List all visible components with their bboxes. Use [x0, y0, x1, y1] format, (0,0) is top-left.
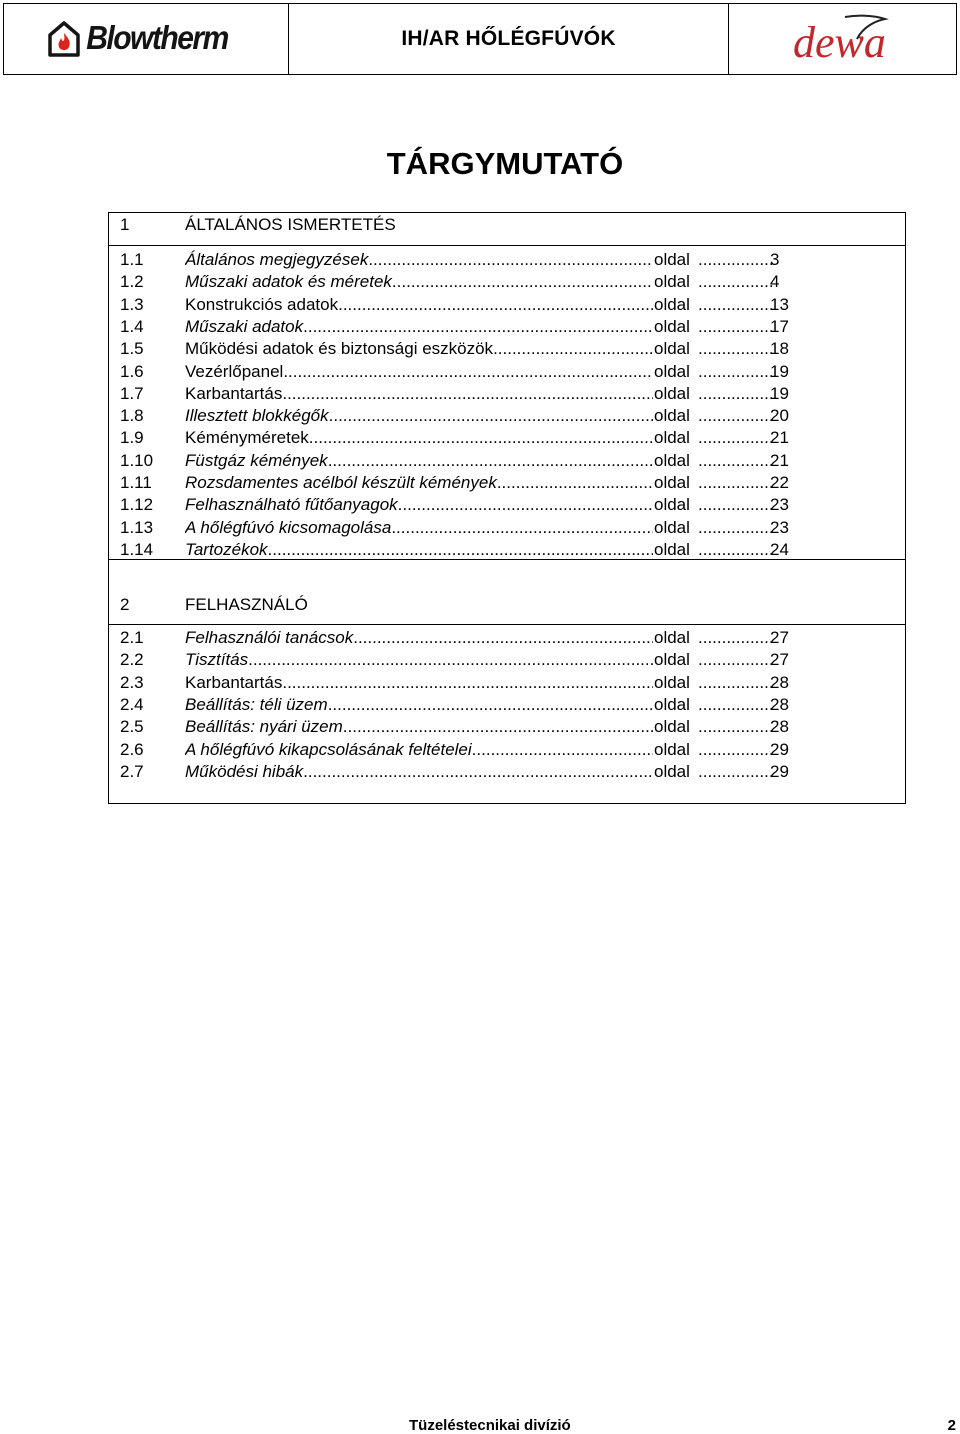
toc-entry-title: Füstgáz kémények — [185, 450, 328, 470]
toc-entry-number: 1.9 — [120, 428, 144, 448]
toc-entry-page: 29 — [770, 761, 789, 781]
dot-leader — [309, 427, 653, 449]
toc-entry[interactable] — [120, 716, 792, 738]
toc-entry-title-wrap — [185, 694, 653, 716]
toc-entry[interactable] — [120, 450, 792, 472]
dot-leader — [698, 539, 772, 561]
dot-leader — [343, 716, 653, 738]
section-heading-2 — [109, 559, 905, 625]
toc-entry[interactable] — [120, 249, 792, 271]
dot-leader — [328, 450, 653, 472]
toc-entry-page: 29 — [770, 739, 789, 759]
toc-entry[interactable] — [120, 383, 792, 405]
toc-entry-page: 13 — [770, 294, 789, 314]
house-flame-icon — [48, 21, 80, 57]
blowtherm-wordmark: Blowtherm — [86, 19, 228, 57]
dot-leader — [268, 539, 653, 561]
toc-entry[interactable] — [120, 472, 792, 494]
header-left-cell — [4, 4, 289, 74]
toc-entry-number: 1.11 — [120, 473, 152, 492]
toc-entry-page: 24 — [770, 539, 789, 559]
dot-leader — [698, 316, 772, 338]
toc-entry-page: 17 — [770, 316, 789, 336]
section-title: FELHASZNÁLÓ — [185, 595, 308, 614]
dot-leader — [698, 472, 772, 494]
dot-leader — [698, 716, 772, 738]
toc-entry-title: Karbantartás — [185, 383, 283, 403]
dot-leader — [698, 405, 772, 427]
toc-entry[interactable] — [120, 271, 792, 293]
page-header — [3, 3, 957, 75]
toc-entry-page: 3 — [770, 250, 780, 269]
toc-entry-title-wrap — [185, 649, 653, 671]
dot-leader — [248, 649, 653, 671]
toc-entry-page: 21 — [770, 428, 789, 448]
dot-leader — [698, 271, 772, 293]
dot-leader — [472, 739, 653, 761]
toc-entry-page: 20 — [770, 406, 789, 426]
dot-leader — [698, 761, 772, 783]
dot-leader — [698, 739, 772, 761]
dot-leader — [368, 249, 653, 271]
toc-entry[interactable] — [120, 649, 792, 671]
toc-entry[interactable] — [120, 427, 792, 449]
toc-entry-title-wrap — [185, 249, 653, 271]
footer-division: Tüzeléstecnikai divízió — [409, 1417, 571, 1434]
toc-entry-page: 18 — [770, 339, 789, 359]
header-mid-cell — [289, 4, 729, 74]
toc-entry-page: 27 — [770, 650, 789, 670]
toc-entry-label: oldal — [654, 339, 690, 359]
toc-entry-label: oldal — [654, 672, 690, 692]
toc-entry-label: oldal — [654, 383, 690, 403]
dot-leader — [398, 494, 653, 516]
dot-leader — [698, 494, 772, 516]
toc-entry-label: oldal — [654, 428, 690, 448]
toc-entry-title: Karbantartás — [185, 672, 283, 692]
toc-entry-title: Beállítás: téli üzem — [185, 694, 328, 714]
toc-entry-number: 1.1 — [120, 250, 144, 269]
blowtherm-logo — [48, 21, 228, 57]
dot-leader — [698, 383, 772, 405]
toc-entry-label: oldal — [654, 628, 690, 647]
toc-entry-label: oldal — [654, 739, 690, 759]
dot-leader — [493, 338, 653, 360]
toc-entry-title: A hőlégfúvó kicsomagolása — [185, 517, 392, 537]
toc-entry-number: 1.3 — [120, 294, 144, 314]
footer-page-number: 2 — [947, 1417, 956, 1434]
dot-leader — [353, 627, 653, 649]
toc-entry-label: oldal — [654, 495, 690, 515]
toc-entry-title-wrap — [185, 338, 653, 360]
toc-entry-number: 1.13 — [120, 517, 154, 537]
toc-entry[interactable] — [120, 672, 792, 694]
dot-leader — [698, 361, 772, 383]
toc-entry-label: oldal — [654, 473, 690, 492]
toc-entry-title-wrap — [185, 761, 653, 783]
toc-entry-label: oldal — [654, 272, 690, 292]
toc-entry-number: 1.6 — [120, 361, 144, 381]
toc-entry[interactable] — [120, 694, 792, 716]
toc-entry-title: Tisztítás — [185, 650, 249, 670]
toc-entry-page: 23 — [770, 495, 789, 515]
toc-entry-title-wrap — [185, 472, 653, 494]
toc-entry-label: oldal — [654, 294, 690, 314]
toc-entry-number: 1.8 — [120, 406, 144, 426]
toc-entry-title-wrap — [185, 271, 653, 293]
toc-entry-number: 1.7 — [120, 383, 144, 403]
dot-leader — [497, 472, 653, 494]
toc-entry-title-wrap — [185, 539, 653, 561]
toc-entry[interactable] — [120, 539, 792, 561]
dot-leader — [698, 294, 772, 316]
toc-entry-label: oldal — [654, 539, 690, 559]
toc-entry[interactable] — [120, 361, 792, 383]
toc-entry[interactable] — [120, 494, 792, 516]
toc-entry-title-wrap — [185, 316, 653, 338]
toc-entry[interactable] — [120, 739, 792, 761]
toc-entry[interactable] — [120, 761, 792, 783]
toc-entry[interactable] — [120, 316, 792, 338]
dot-leader — [392, 271, 653, 293]
toc-entry-title: Rozsdamentes acélból készült kémények — [185, 473, 497, 492]
dot-leader — [338, 294, 653, 316]
toc-entry-number: 2.4 — [120, 694, 144, 714]
dot-leader — [698, 338, 772, 360]
toc-entry-page: 28 — [770, 694, 789, 714]
dewa-wordmark: dewa — [792, 18, 886, 67]
toc-entry-label: oldal — [654, 316, 690, 336]
toc-entry-number: 2.6 — [120, 739, 144, 759]
toc-entry[interactable] — [120, 517, 792, 539]
dot-leader — [698, 694, 772, 716]
toc-entry-title: Általános megjegyzések — [185, 250, 369, 269]
toc-entry-number: 1.10 — [120, 450, 154, 470]
toc-entry-page: 28 — [770, 672, 789, 692]
dot-leader — [698, 427, 772, 449]
toc-entry-title: A hőlégfúvó kikapcsolásának feltételei — [185, 739, 472, 759]
toc-entry-page: 21 — [770, 450, 789, 470]
table-of-contents — [108, 212, 906, 804]
toc-entry-title-wrap — [185, 716, 653, 738]
dot-leader — [303, 316, 653, 338]
toc-entry[interactable] — [120, 405, 792, 427]
toc-entry-title-wrap — [185, 405, 653, 427]
dot-leader — [698, 627, 772, 649]
dot-leader — [282, 383, 653, 405]
toc-entry-title: Működési adatok és biztonsági eszközök — [185, 339, 494, 359]
toc-entry-title: Vezérlőpanel — [185, 361, 284, 381]
toc-entry-title: Beállítás: nyári üzem — [185, 717, 343, 737]
dewa-logo — [783, 9, 903, 69]
toc-entry-label: oldal — [654, 717, 690, 737]
toc-entry-label: oldal — [654, 250, 690, 269]
toc-entry-title-wrap — [185, 627, 653, 649]
toc-entry-number: 1.12 — [120, 495, 154, 515]
dot-leader — [698, 450, 772, 472]
toc-entry-label: oldal — [654, 650, 690, 670]
toc-entry-title: Műszaki adatok és méretek — [185, 272, 392, 292]
dot-leader — [391, 517, 653, 539]
dot-leader — [283, 361, 653, 383]
toc-entry-title: Konstrukciós adatok — [185, 294, 339, 314]
header-right-cell — [729, 4, 956, 74]
toc-entry-title-wrap — [185, 517, 653, 539]
toc-entry-title-wrap — [185, 672, 653, 694]
toc-entry-title: Kéményméretek — [185, 428, 309, 448]
toc-entry-number: 2.5 — [120, 717, 144, 737]
toc-entry-page: 19 — [770, 361, 789, 381]
toc-entry-label: oldal — [654, 761, 690, 781]
dot-leader — [698, 249, 772, 271]
toc-entry-title-wrap — [185, 294, 653, 316]
toc-entry-title-wrap — [185, 494, 653, 516]
dot-leader — [329, 405, 653, 427]
toc-entry-title: Illesztett blokkégők — [185, 406, 329, 426]
toc-entry-title: Műszaki adatok — [185, 316, 304, 336]
section-title: ÁLTALÁNOS ISMERTETÉS — [185, 215, 396, 234]
toc-entry-number: 1.4 — [120, 316, 144, 336]
toc-entry-page: 22 — [770, 473, 789, 492]
toc-entry[interactable] — [120, 627, 792, 649]
toc-entry-label: oldal — [654, 361, 690, 381]
toc-entry-title-wrap — [185, 383, 653, 405]
toc-entry-label: oldal — [654, 517, 690, 537]
toc-entry-title: Felhasználható fűtőanyagok — [185, 495, 398, 515]
section-number: 1 — [120, 215, 130, 234]
toc-entry-number: 2.1 — [120, 628, 144, 647]
toc-entry-label: oldal — [654, 406, 690, 426]
page-title: TÁRGYMUTATÓ — [386, 146, 624, 181]
toc-entry-number: 2.7 — [120, 761, 144, 781]
toc-entry-number: 2.3 — [120, 672, 144, 692]
toc-entry-title-wrap — [185, 427, 653, 449]
dot-leader — [282, 672, 653, 694]
toc-entry-label: oldal — [654, 450, 690, 470]
toc-entry-page: 28 — [770, 717, 789, 737]
dot-leader — [303, 761, 653, 783]
section-heading-1 — [109, 213, 905, 246]
toc-entry-title: Felhasználói tanácsok — [185, 628, 354, 647]
toc-entry-page: 19 — [770, 383, 789, 403]
toc-entry-title-wrap — [185, 361, 653, 383]
header-title: IH/AR HŐLÉGFÚVÓK — [401, 27, 616, 50]
dot-leader — [698, 649, 772, 671]
dot-leader — [328, 694, 653, 716]
toc-entry-page: 27 — [770, 628, 789, 647]
toc-entry-number: 1.5 — [120, 339, 144, 359]
section-number: 2 — [120, 595, 130, 614]
toc-entry-page: 23 — [770, 517, 789, 537]
toc-entry-title-wrap — [185, 739, 653, 761]
toc-entry-number: 1.14 — [120, 539, 154, 559]
toc-entry-page: 4 — [770, 272, 780, 292]
toc-entry-label: oldal — [654, 694, 690, 714]
toc-entry[interactable] — [120, 338, 792, 360]
toc-entry-title-wrap — [185, 450, 653, 472]
toc-entry-title: Tartozékok — [185, 539, 268, 559]
toc-entry-number: 1.2 — [120, 272, 144, 292]
toc-entry[interactable] — [120, 294, 792, 316]
toc-entry-title: Működési hibák — [185, 761, 304, 781]
dot-leader — [698, 517, 772, 539]
toc-entry-number: 2.2 — [120, 650, 144, 670]
dot-leader — [698, 672, 772, 694]
